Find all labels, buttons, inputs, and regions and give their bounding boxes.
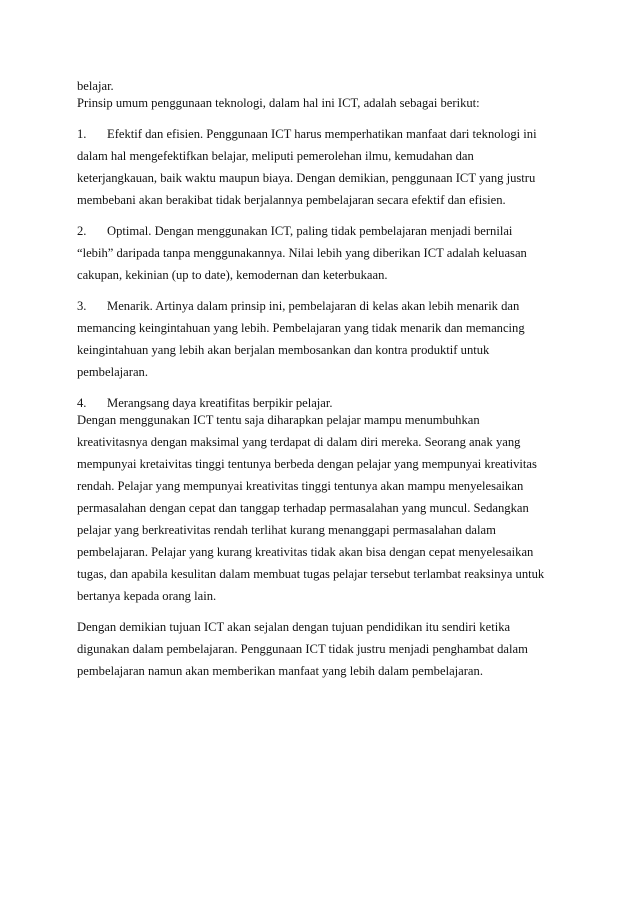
intro-line-1: belajar.: [77, 79, 114, 93]
intro-line-2: Prinsip umum penggunaan teknologi, dalam hal ini ICT, adalah sebagai berikut:: [77, 96, 480, 110]
list-item-1-line-2: dalam hal mengefektifkan belajar, meliputi pemerolehan ilmu, kemudahan dan: [77, 149, 474, 163]
list-item-1-number: 1.: [77, 127, 87, 141]
conclusion-line-3: pembelajaran namun akan memberikan manfaat yang lebih dalam pembelajaran.: [77, 664, 483, 678]
list-item-2: [77, 223, 567, 284]
list-item-4-line-5: permasalahan dengan cepat dan tanggap terhadap permasalahan yang muncul. Sedangkan: [77, 501, 529, 515]
list-item-1: [77, 126, 567, 209]
list-item-4-line-6: pelajar yang berkreativitas rendah terlihat kurang menanggapi permasalahan dalam: [77, 523, 496, 537]
paragraph-gap: [77, 284, 567, 298]
list-item-2-line-1: [77, 223, 567, 240]
list-item-3-number: 3.: [77, 299, 87, 313]
list-item-4-line-1: Dengan menggunakan ICT tentu saja diharapkan pelajar mampu menumbuhkan: [77, 413, 480, 427]
paragraph-gap: [77, 112, 567, 126]
conclusion-line-2: digunakan dalam pembelajaran. Penggunaan ICT tidak justru menjadi penghambat dalam: [77, 642, 528, 656]
list-item-4-line-9: bertanya kepada orang lain.: [77, 589, 217, 603]
conclusion-line-1: Dengan demikian tujuan ICT akan sejalan dengan tujuan pendidikan itu sendiri ketika: [77, 620, 511, 634]
list-item-4-line-7: pembelajaran. Pelajar yang kurang kreativitas tidak akan bisa dengan cepat menyelesaikan: [77, 545, 534, 559]
list-item-2-number: 2.: [77, 224, 87, 238]
list-item-3-line-2: memancing keingintahuan yang lebih. Pembelajaran yang tidak menarik dan memancing: [77, 321, 525, 335]
list-item-3-line-4: pembelajaran.: [77, 365, 148, 379]
list-item-4-line-4: rendah. Pelajar yang mempunyai kreativitas tinggi tentunya akan mampu menyelesaikan: [77, 479, 524, 493]
list-item-1-line-1: [77, 126, 567, 143]
list-item-3-line-1: [77, 298, 567, 315]
paragraph-gap: [77, 209, 567, 223]
list-item-4: [77, 395, 567, 605]
list-item-1-line-3: keterjangkauan, baik waktu maupun biaya. Dengan demikian, penggunaan ICT yang justru: [77, 171, 536, 185]
list-item-3-line-3: keingintahuan yang lebih akan berjalan membosankan dan kontra produktif untuk: [77, 343, 490, 357]
list-item-2-line-2: “lebih” daripada tanpa menggunakannya. Nilai lebih yang diberikan ICT adalah keluasan: [77, 246, 527, 260]
list-item-4-heading: Merangsang daya kreatifitas berpikir pelajar.: [107, 396, 333, 410]
list-item-4-number: 4.: [77, 396, 87, 410]
list-item-4-heading-line: [77, 395, 567, 412]
list-item-1-text-1: Efektif dan efisien. Penggunaan ICT harus memperhatikan manfaat dari teknologi ini: [107, 127, 537, 141]
list-item-1-line-4: membebani akan berakibat tidak berjalannya pembelajaran secara efektif dan efisien.: [77, 193, 506, 207]
paragraph-gap: [77, 605, 567, 619]
list-item-4-line-3: mempunyai kretaivitas tinggi tentunya berbeda dengan pelajar yang mempunyai kreativitas: [77, 457, 537, 471]
list-item-2-text-1: Optimal. Dengan menggunakan ICT, paling tidak pembelajaran menjadi bernilai: [107, 224, 513, 238]
list-item-2-line-3: cakupan, kekinian (up to date), kemodernan dan keterbukaan.: [77, 268, 388, 282]
paragraph-gap: [77, 381, 567, 395]
list-item-3-text-1: Menarik. Artinya dalam prinsip ini, pembelajaran di kelas akan lebih menarik dan: [107, 299, 520, 313]
document-body: [77, 78, 567, 680]
list-item-3: [77, 298, 567, 381]
conclusion-paragraph: [77, 619, 567, 680]
list-item-4-line-8: tugas, dan apabila kesulitan dalam membuat tugas pelajar tersebut terlambat reaksinya untuk: [77, 567, 545, 581]
list-item-4-line-2: kreativitasnya dengan maksimal yang terdapat di dalam diri mereka. Seorang anak yang: [77, 435, 521, 449]
